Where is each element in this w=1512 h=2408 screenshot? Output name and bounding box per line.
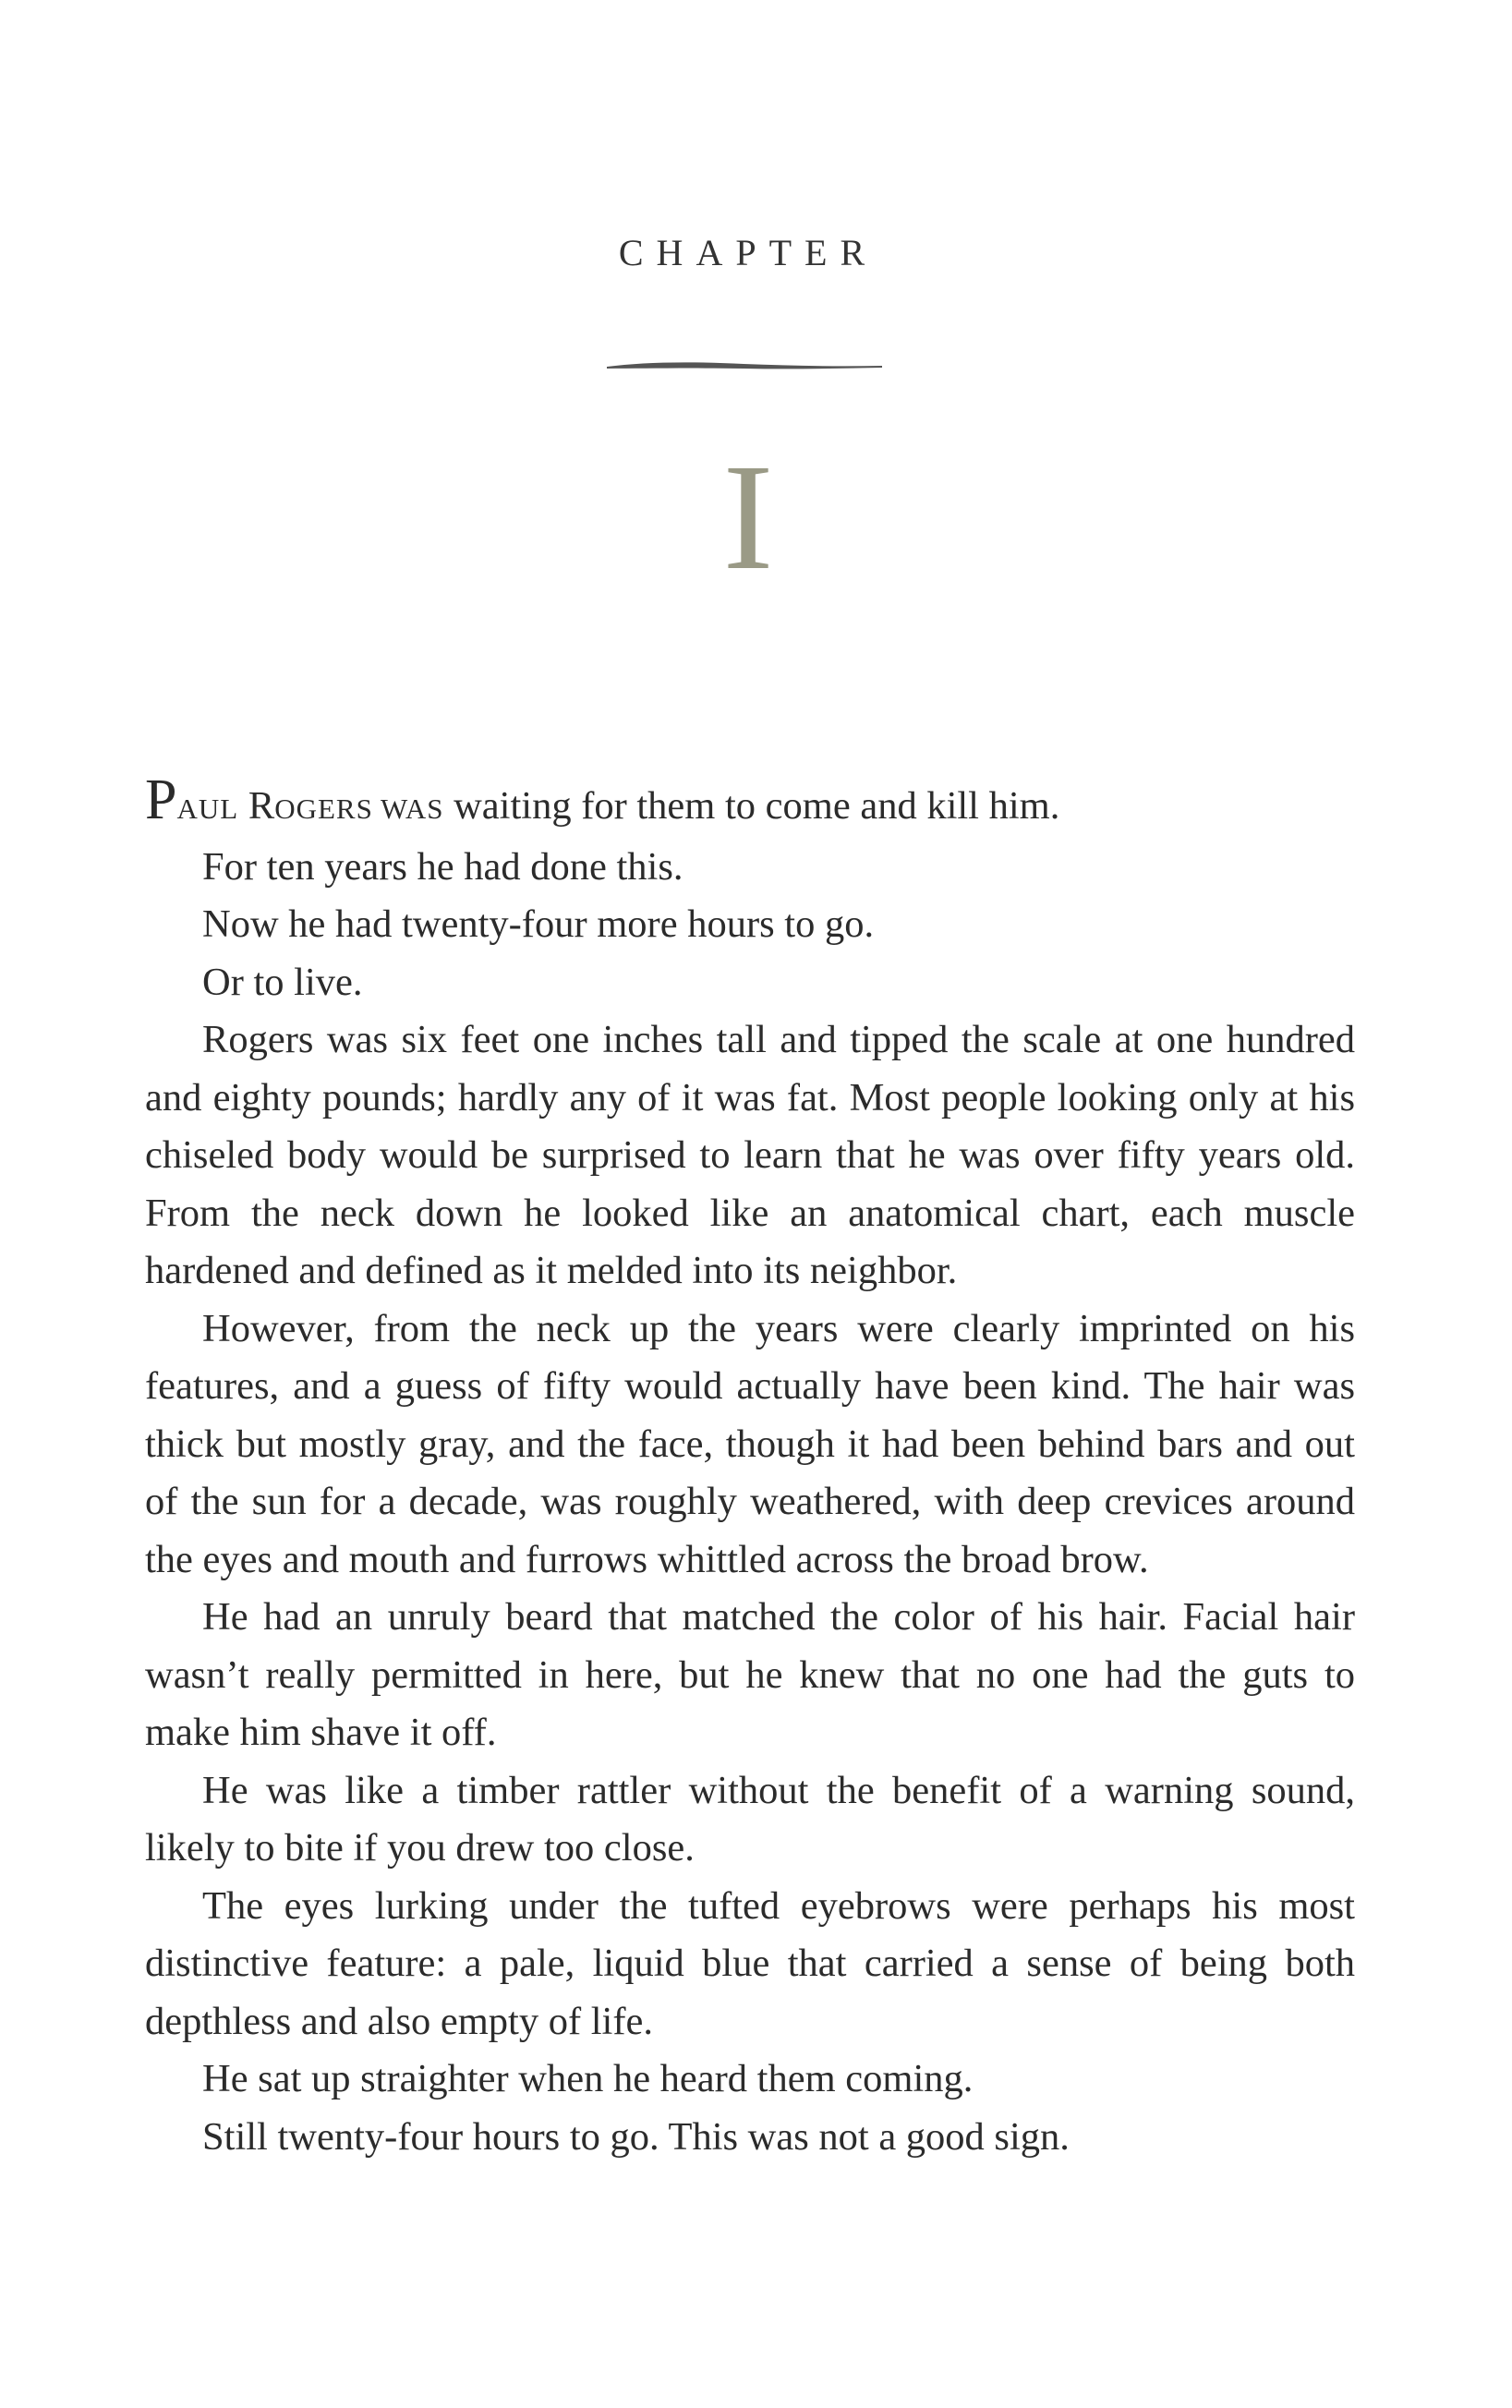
- paragraph: For ten years he had done this.: [202, 844, 683, 889]
- chapter-body: [145, 768, 1355, 2166]
- paragraph: He had an unruly beard that matched the color of his hair. Facial hair wasn’t really permitted in here, but he knew that no one had the guts to make him shave it off.: [145, 1595, 1355, 1754]
- paragraph: Still twenty-four hours to go. This was not a good sign.: [202, 2114, 1070, 2159]
- chapter-rule-ornament: [605, 358, 891, 373]
- paragraph: The eyes lurking under the tufted eyebrows were perhaps his most distinctive feature: a pale, liquid blue that carried a sense of being both depthless and also empty of life.: [145, 1883, 1355, 2043]
- opening-paragraph: [145, 768, 1355, 839]
- drop-initial: P: [145, 768, 177, 831]
- opening-small-caps-2: OGERS WAS: [274, 793, 444, 825]
- paragraph: Rogers was six feet one inches tall and tipped the scale at one hundred and eighty pounds; hardly any of it was fat. Most people looking only at his chiseled body would be surprised to learn that he was over fifty years old. From the neck down he looked like an anatomical chart, each muscle hardened and defined as it melded into its neighbor.: [145, 1018, 1355, 1292]
- opening-rest: waiting for them to come and kill him.: [443, 784, 1060, 828]
- paragraph: Now he had twenty-four more hours to go.: [202, 902, 875, 946]
- opening-small-caps-1: AUL: [176, 793, 239, 825]
- paragraph: He sat up straighter when he heard them coming.: [202, 2057, 974, 2100]
- opening-cap-r: R: [238, 784, 275, 828]
- chapter-number: I: [722, 432, 774, 601]
- paragraph: Or to live.: [202, 960, 363, 1004]
- paragraph: He was like a timber rattler without the benefit of a warning sound, likely to bite if you drew too close.: [145, 1768, 1355, 1870]
- chapter-label: CHAPTER: [618, 232, 878, 273]
- paragraph: However, from the neck up the years were clearly imprinted on his features, and a guess of fifty would actually have been kind. The hair was thick but mostly gray, and the face, though it had been behind bars and out of the sun for a decade, was roughly weathered, with deep crevices around the eyes and mouth and furrows whittled across the broad brow.: [145, 1306, 1355, 1581]
